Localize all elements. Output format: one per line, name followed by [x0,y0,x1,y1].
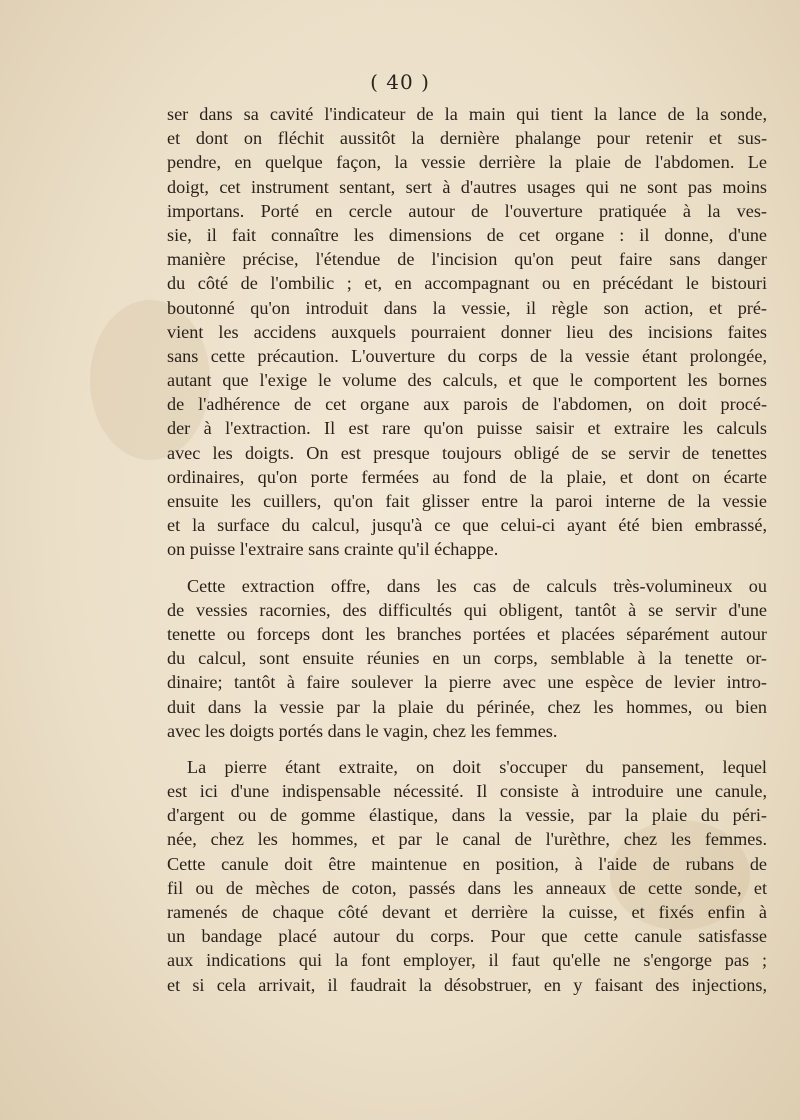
text-line: vient les accidens auxquels pourraient donner lieu des incisions faites [167,321,767,342]
text-line: est ici d'une indispensable nécessité. Il consiste à introduire une canule, [167,781,767,802]
text-line: un bandage placé autour du corps. Pour que cette canule satisfasse [167,926,767,947]
text-line: La pierre étant extraite, on doit s'occuper du pansement, lequel [187,756,767,777]
text-line: de l'adhérence de cet organe aux parois de l'abdomen, on doit procé- [167,394,767,415]
text-line: duit dans la vessie par la plaie du périnée, chez les hommes, ou bien [167,696,767,717]
text-line: der à l'extraction. Il est rare qu'on puisse saisir et extraire les calculs [167,418,767,439]
text-line: ser dans sa cavité l'indicateur de la main qui tient la lance de la sonde, [167,104,767,124]
text-line: fil ou de mèches de coton, passés dans les anneaux de cette sonde, et [167,877,767,898]
text-line: avec les doigts portés dans le vagin, chez les femmes. [167,720,558,741]
paragraph-gap [167,743,767,755]
paragraph [167,755,767,997]
text-line: manière précise, l'étendue de l'incision qu'on peut faire sans danger [167,249,767,270]
text-line: doigt, cet instrument sentant, sert à d'autres usages qui ne sont pas moins [167,176,767,197]
text-line: Cette canule doit être maintenue en position, à l'aide de rubans de [167,853,767,874]
text-line: importans. Porté en cercle autour de l'ouverture pratiquée à la ves- [167,200,767,221]
text-line: ramenés de chaque côté devant et derrière la cuisse, et fixés enfin à [167,902,767,922]
text-line: dinaire; tantôt à faire soulever la pierre avec une espèce de levier intro- [167,672,767,693]
text-line: ensuite les cuillers, qu'on fait glisser entre la paroi interne de la vessie [167,491,767,511]
text-line: sie, il fait connaître les dimensions de cet organe : il donne, d'une [167,224,767,245]
text-line: du calcul, sont ensuite réunies en un corps, semblable à la tenette or- [167,648,767,669]
text-line: aux indications qui la font employer, il faut qu'elle ne s'engorge pas ; [167,950,767,971]
text-line: pendre, en quelque façon, la vessie derrière la plaie de l'abdomen. Le [167,152,767,173]
text-line: et dont on fléchit aussitôt la dernière phalange pour retenir et sus- [167,128,767,149]
body-text [167,102,767,997]
text-line: autant que l'exige le volume des calculs, et que le comportent les bornes [167,370,767,391]
text-line: tenette ou forceps dont les branches portées et placées séparément autour [167,623,767,644]
text-line: d'argent ou de gomme élastique, dans la vessie, par la plaie du péri- [167,805,767,826]
paragraph-gap [167,562,767,574]
text-line: du côté de l'ombilic ; et, en accompagnant ou en précédant le bistouri [167,273,767,294]
paragraph [167,102,767,562]
text-line: boutonné qu'on introduit dans la vessie, il règle son action, et pré- [167,297,767,318]
text-line: sans cette précaution. L'ouverture du corps de la vessie étant prolongée, [167,345,767,366]
text-line: et si cela arrivait, il faudrait la désobstruer, en y faisant des injections, [167,974,767,995]
page-number: ( 40 ) [370,70,430,94]
paragraph [167,574,767,743]
text-line: née, chez les hommes, et par le canal de l'urèthre, chez les femmes. [167,829,767,850]
text-line: avec les doigts. On est presque toujours obligé de se servir de tenettes [167,442,767,463]
text-line: de vessies racornies, des difficultés qui obligent, tantôt à se servir d'une [167,599,767,620]
text-line: on puisse l'extraire sans crainte qu'il échappe. [167,539,499,560]
text-line: Cette extraction offre, dans les cas de calculs très-volumineux ou [187,575,767,596]
text-line: et la surface du calcul, jusqu'à ce que celui-ci ayant été bien embrassé, [167,515,767,536]
text-line: ordinaires, qu'on porte fermées au fond de la plaie, et dont on écarte [167,466,767,487]
